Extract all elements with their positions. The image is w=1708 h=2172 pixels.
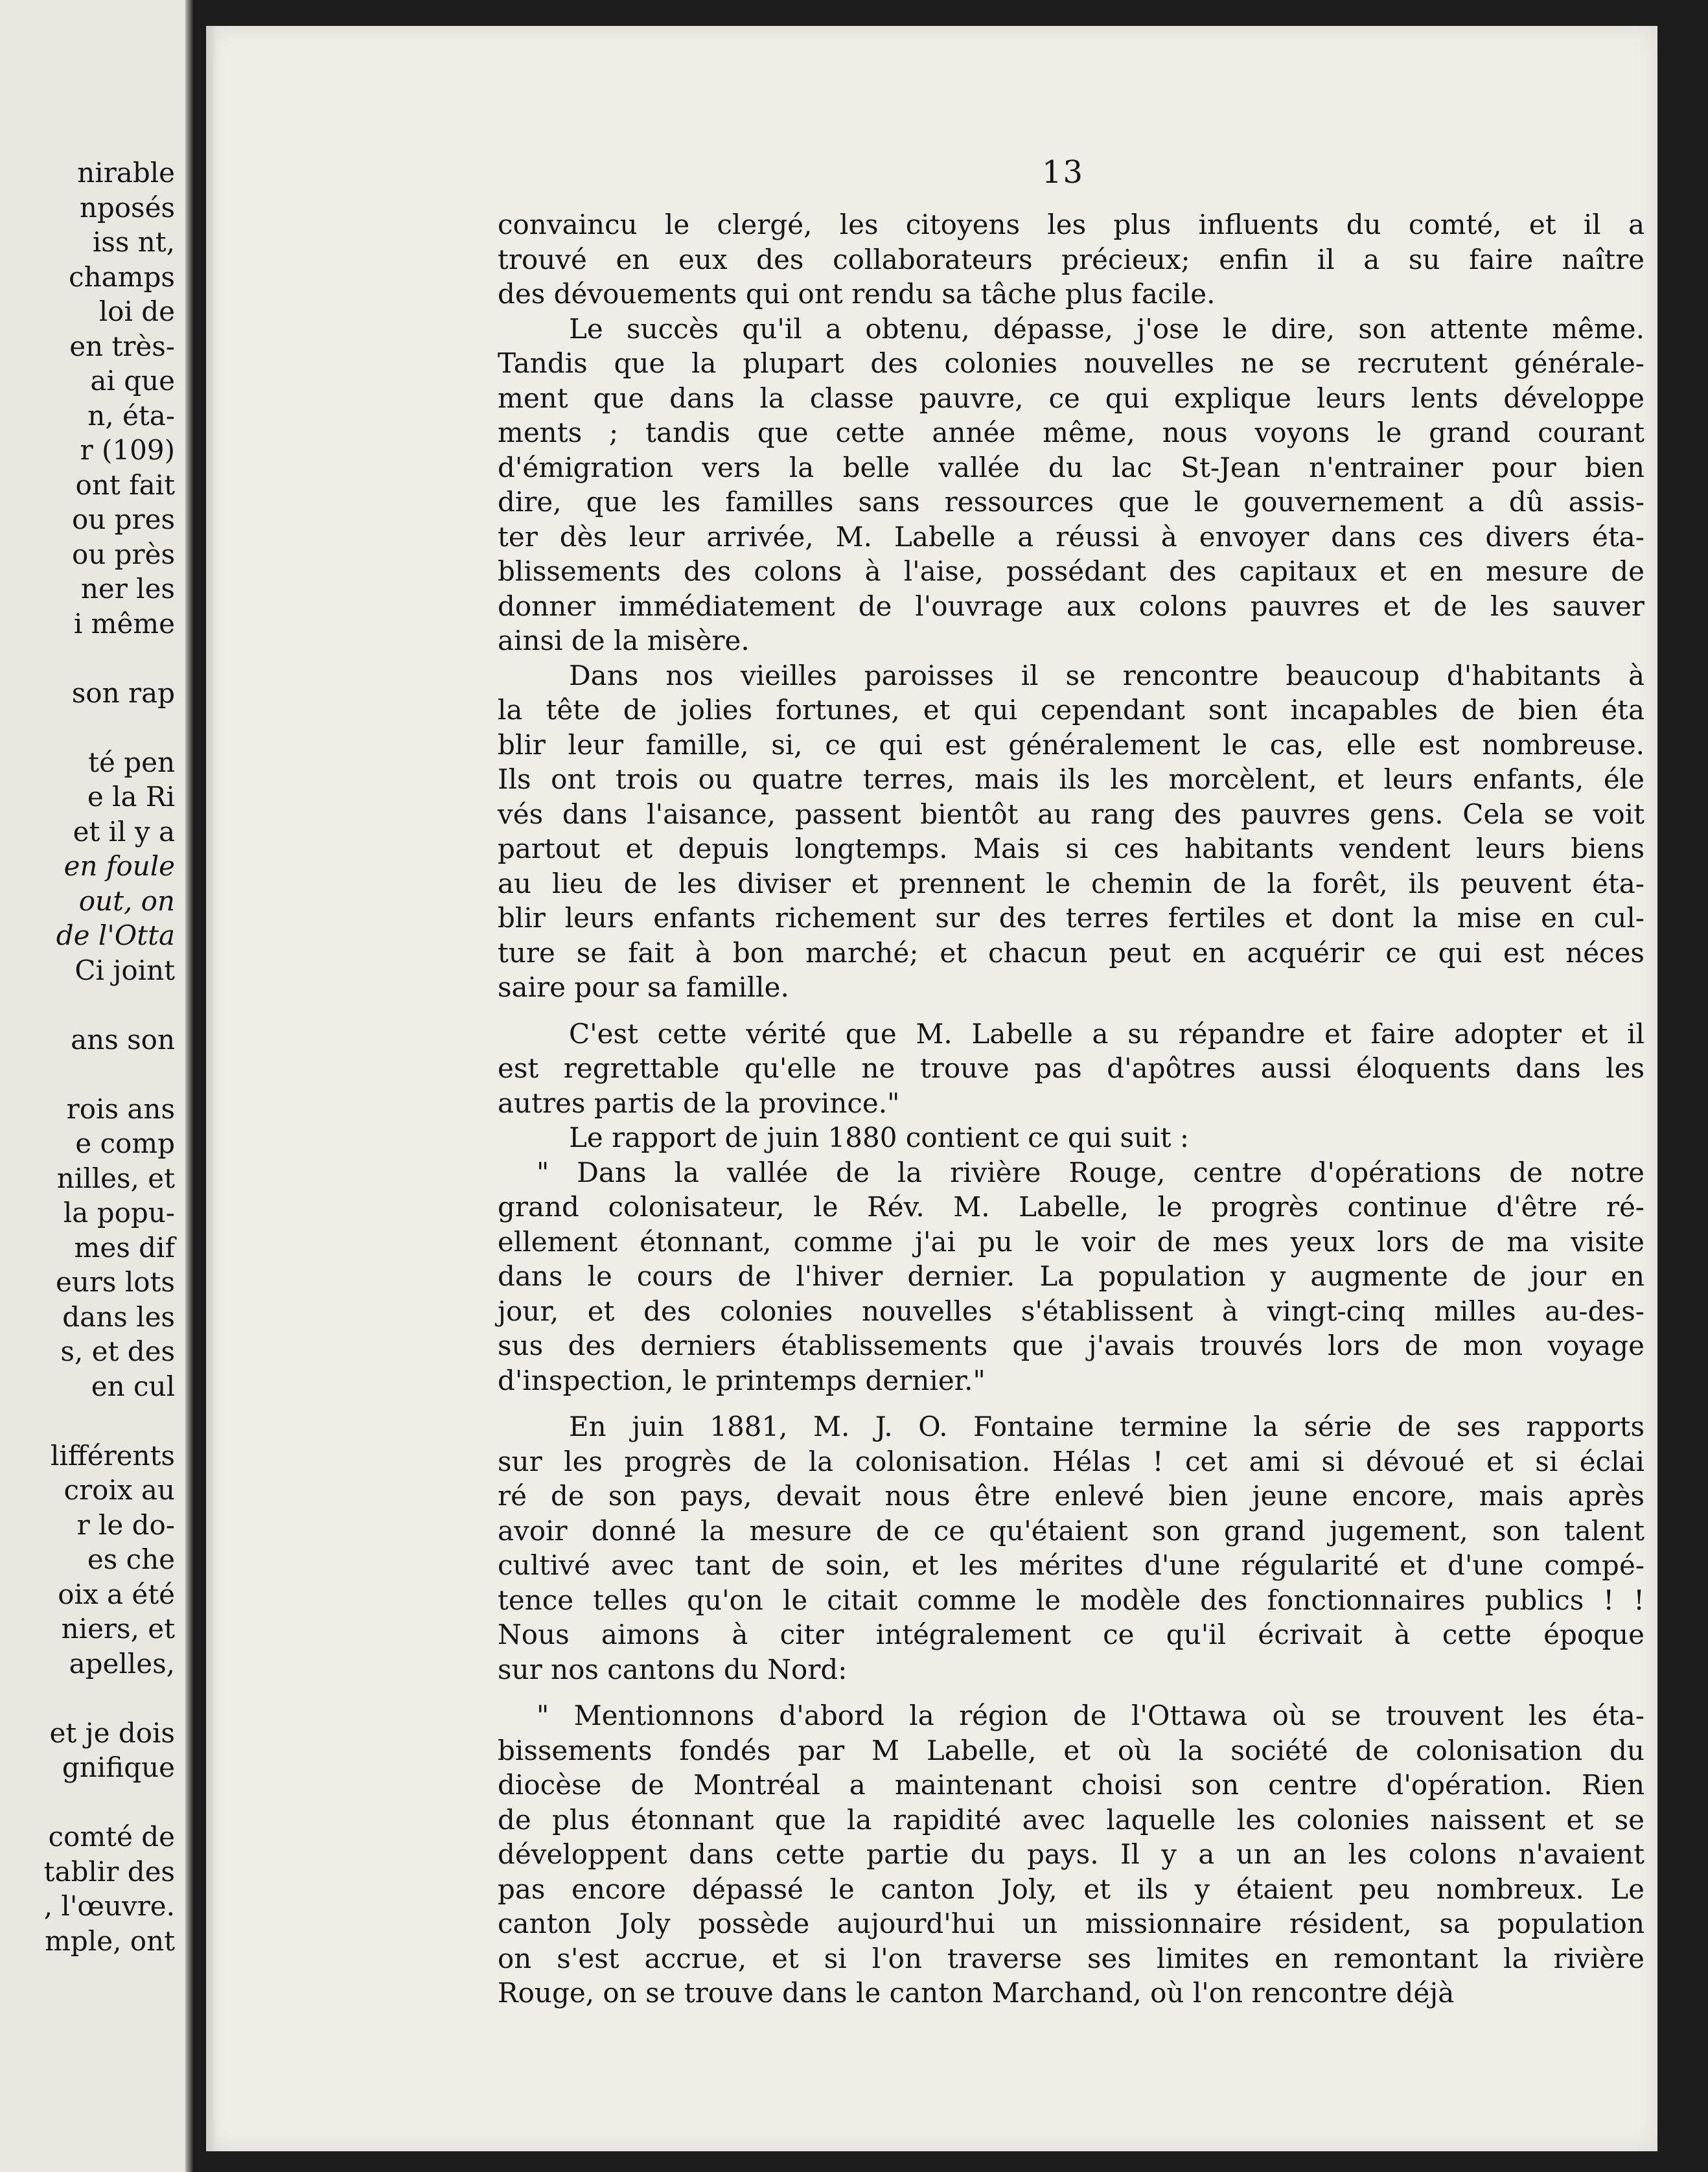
text-line: canton Joly possède aujourd'hui un missionnaire résident, sa population — [498, 1908, 1645, 1939]
left-fragment-line: lifférents — [51, 1439, 175, 1472]
left-fragment-line: niers, et — [61, 1613, 175, 1645]
left-fragment-line: ner les — [80, 573, 175, 605]
left-facing-page — [0, 0, 194, 2172]
book-binding-shadow — [185, 0, 194, 2172]
text-line: développent dans cette partie du pays. Il y a un an les colons n'avaient — [498, 1838, 1645, 1870]
text-line: au lieu de les diviser et prennent le chemin de la forêt, ils peuvent éta- — [498, 867, 1645, 899]
main-page — [206, 26, 1657, 2151]
paragraph-gap — [498, 1005, 1645, 1017]
left-fragment-line: r (109) — [80, 434, 175, 466]
paragraph — [498, 207, 1645, 312]
left-fragment-line: ou près — [71, 538, 175, 570]
left-fragment-line — [0, 710, 175, 745]
left-fragment-line: e la Ri — [87, 781, 175, 813]
left-fragment-line: en très- — [69, 330, 175, 362]
left-fragment-line: mple, ont — [45, 1924, 175, 1957]
left-fragment-line: la popu- — [63, 1197, 175, 1229]
text-line: d'émigration vers la belle vallée du lac St-Jean n'entrainer pour bien — [498, 451, 1645, 483]
left-fragment-line — [0, 988, 175, 1022]
text-line: ture se fait à bon marché; et chacun peut en acquérir ce qui est néces — [498, 936, 1645, 969]
text-line: ellement étonnant, comme j'ai pu le voir de mes yeux lors de ma visite — [498, 1225, 1645, 1258]
text-line: Rouge, on se trouve dans le canton Marchand, où l'on rencontre déjà — [498, 1977, 1455, 2009]
paragraph — [498, 1698, 1645, 2011]
text-line: dire, que les familles sans ressources que le gouvernement a dû assis- — [498, 486, 1645, 518]
left-fragment-line: nilles, et — [56, 1162, 175, 1194]
left-fragment-line: apelles, — [69, 1647, 175, 1680]
text-line: grand colonisateur, le Rév. M. Labelle, le progrès continue d'être ré- — [498, 1191, 1645, 1223]
left-fragment-line: en cul — [91, 1370, 175, 1402]
left-fragment-line: n, éta- — [87, 399, 175, 432]
text-line: est regrettable qu'elle ne trouve pas d'apôtres aussi éloquents dans les — [498, 1052, 1645, 1084]
left-fragment-line: champs — [69, 260, 175, 293]
text-line: Le succès qu'il a obtenu, dépasse, j'ose le dire, son attente même. — [569, 312, 1645, 345]
text-line: des dévouements qui ont rendu sa tâche plus facile. — [498, 278, 1216, 310]
text-line: on s'est accrue, et si l'on traverse ses limites en remontant la rivière — [498, 1942, 1645, 1974]
paragraph — [498, 312, 1645, 658]
left-fragment-line: r le do- — [76, 1508, 175, 1541]
left-fragment-line: gnifique — [62, 1751, 175, 1783]
text-line: pas encore dépassé le canton Joly, et ils y étaient peu nombreux. Le — [498, 1873, 1645, 1905]
text-line: ainsi de la misère. — [498, 625, 750, 656]
left-fragment-line: out, on — [78, 884, 175, 917]
left-fragment-line: dans les — [62, 1300, 175, 1333]
left-fragment-line: , l'œuvre. — [43, 1890, 175, 1922]
left-fragment-line: et je dois — [49, 1716, 175, 1749]
left-fragment-line: et il y a — [73, 815, 175, 848]
text-line: sur nos cantons du Nord: — [498, 1653, 848, 1685]
paragraph — [498, 658, 1645, 1005]
text-line: de plus étonnant que la rapidité avec laquelle les colonies naissent et se — [498, 1803, 1645, 1836]
left-page-text-fragment — [0, 156, 175, 1958]
left-fragment-line: mes dif — [74, 1231, 175, 1264]
text-line: trouvé en eux des collaborateurs précieux; enfin il a su faire naître — [498, 243, 1645, 275]
left-fragment-line: eurs lots — [55, 1266, 175, 1298]
left-fragment-line: croix au — [63, 1474, 175, 1506]
left-fragment-line: rois ans — [66, 1092, 175, 1125]
left-fragment-line: nposés — [79, 191, 175, 224]
left-fragment-line: i même — [73, 607, 175, 640]
text-line: sus des derniers établissements que j'avais trouvés lors de mon voyage — [498, 1330, 1645, 1361]
left-fragment-line: s, et des — [60, 1335, 175, 1367]
text-line: " Mentionnons d'abord la région de l'Ottawa où se trouvent les éta- — [537, 1700, 1645, 1731]
left-fragment-line: loi de — [98, 295, 175, 327]
left-fragment-line: ou pres — [71, 503, 175, 535]
text-line: saire pour sa famille. — [498, 971, 789, 1003]
text-line: Nous aimons à citer intégralement ce qu'il écrivait à cette époque — [498, 1619, 1645, 1650]
paragraph — [498, 1155, 1645, 1398]
text-line: la tête de jolies fortunes, et qui cependant sont incapables de bien éta — [498, 694, 1645, 726]
left-fragment-line: tablir des — [43, 1855, 175, 1888]
paragraph — [498, 1120, 1645, 1155]
left-fragment-line — [0, 1057, 175, 1092]
text-line: cultivé avec tant de soin, et les mérites d'une régularité et d'une compé- — [498, 1549, 1645, 1581]
paragraph-gap — [498, 1687, 1645, 1698]
text-line: dans le cours de l'hiver dernier. La population y augmente de jour en — [498, 1260, 1645, 1292]
left-fragment-line: ai que — [90, 365, 175, 397]
left-fragment-line — [0, 1681, 175, 1716]
body-text — [498, 207, 1645, 2011]
text-line: blissements des colons à l'aise, possédant des capitaux et en mesure de — [498, 555, 1645, 587]
left-fragment-line: son rap — [71, 676, 175, 709]
left-fragment-line — [0, 1404, 175, 1438]
paragraph — [498, 1409, 1645, 1687]
text-line: Ils ont trois ou quatre terres, mais ils les morcèlent, et leurs enfants, éle — [498, 763, 1645, 795]
text-line: C'est cette vérité que M. Labelle a su répandre et faire adopter et il — [569, 1017, 1645, 1050]
text-line: sur les progrès de la colonisation. Hélas ! cet ami si dévoué et si éclai — [498, 1445, 1645, 1477]
text-line: avoir donné la mesure de ce qu'étaient son grand jugement, son talent — [498, 1514, 1645, 1547]
left-fragment-line: Ci joint — [75, 954, 175, 986]
text-line: donner immédiatement de l'ouvrage aux colons pauvres et de les sauver — [498, 590, 1645, 622]
text-line: partout et depuis longtemps. Mais si ces habitants vendent leurs biens — [498, 833, 1645, 864]
left-fragment-line — [0, 1785, 175, 1820]
text-line: bissements fondés par M Labelle, et où la société de colonisation du — [498, 1734, 1645, 1766]
left-fragment-line: de l'Otta — [56, 919, 175, 951]
left-fragment-line: oix a été — [58, 1578, 175, 1610]
text-line: jour, et des colonies nouvelles s'établissent à vingt-cinq milles au-des- — [498, 1295, 1645, 1327]
text-line: " Dans la vallée de la rivière Rouge, centre d'opérations de notre — [537, 1156, 1645, 1188]
text-line: blir leurs enfants richement sur des terres fertiles et dont la mise en cul- — [498, 902, 1645, 934]
left-fragment-line — [0, 641, 175, 676]
paragraph-gap — [498, 1398, 1645, 1409]
left-fragment-line: ont fait — [75, 468, 175, 501]
page-number: 13 — [1042, 154, 1085, 191]
text-line: En juin 1881, M. J. O. Fontaine termine la série de ses rapports — [569, 1411, 1645, 1442]
text-line: blir leur famille, si, ce qui est généralement le cas, elle est nombreuse. — [498, 728, 1645, 761]
text-line: Le rapport de juin 1880 contient ce qui suit : — [569, 1122, 1189, 1153]
text-line: d'inspection, le printemps dernier." — [498, 1364, 986, 1396]
text-line: ter dès leur arrivée, M. Labelle a réussi à envoyer dans ces divers éta- — [498, 520, 1645, 553]
text-line: ments ; tandis que cette année même, nous voyons le grand courant — [498, 417, 1645, 448]
left-fragment-line: nirable — [77, 157, 175, 189]
text-line: convaincu le clergé, les citoyens les plus influents du comté, et il a — [498, 209, 1645, 240]
text-line: vés dans l'aisance, passent bientôt au rang des pauvres gens. Cela se voit — [498, 798, 1645, 830]
text-line: autres partis de la province." — [498, 1087, 900, 1119]
text-line: diocèse de Montréal a maintenant choisi son centre d'opération. Rien — [498, 1769, 1645, 1801]
left-fragment-line: iss nt, — [92, 226, 175, 258]
text-line: Tandis que la plupart des colonies nouvelles ne se recrutent générale- — [498, 347, 1645, 379]
left-fragment-line: en foule — [63, 850, 175, 882]
left-fragment-line: e comp — [75, 1127, 175, 1159]
left-fragment-line: es che — [87, 1543, 175, 1575]
left-fragment-line: té pen — [88, 746, 175, 778]
text-line: Dans nos vieilles paroisses il se rencontre beaucoup d'habitants à — [569, 659, 1645, 691]
text-line: ment que dans la classe pauvre, ce qui explique leurs lents développe — [498, 382, 1645, 414]
paragraph — [498, 1017, 1645, 1121]
text-line: ré de son pays, devait nous être enlevé bien jeune encore, mais après — [498, 1480, 1645, 1512]
text-line: tence telles qu'on le citait comme le modèle des fonctionnaires publics ! ! — [498, 1584, 1645, 1616]
left-fragment-line: comté de — [48, 1821, 175, 1853]
left-fragment-line: ans son — [71, 1023, 175, 1056]
